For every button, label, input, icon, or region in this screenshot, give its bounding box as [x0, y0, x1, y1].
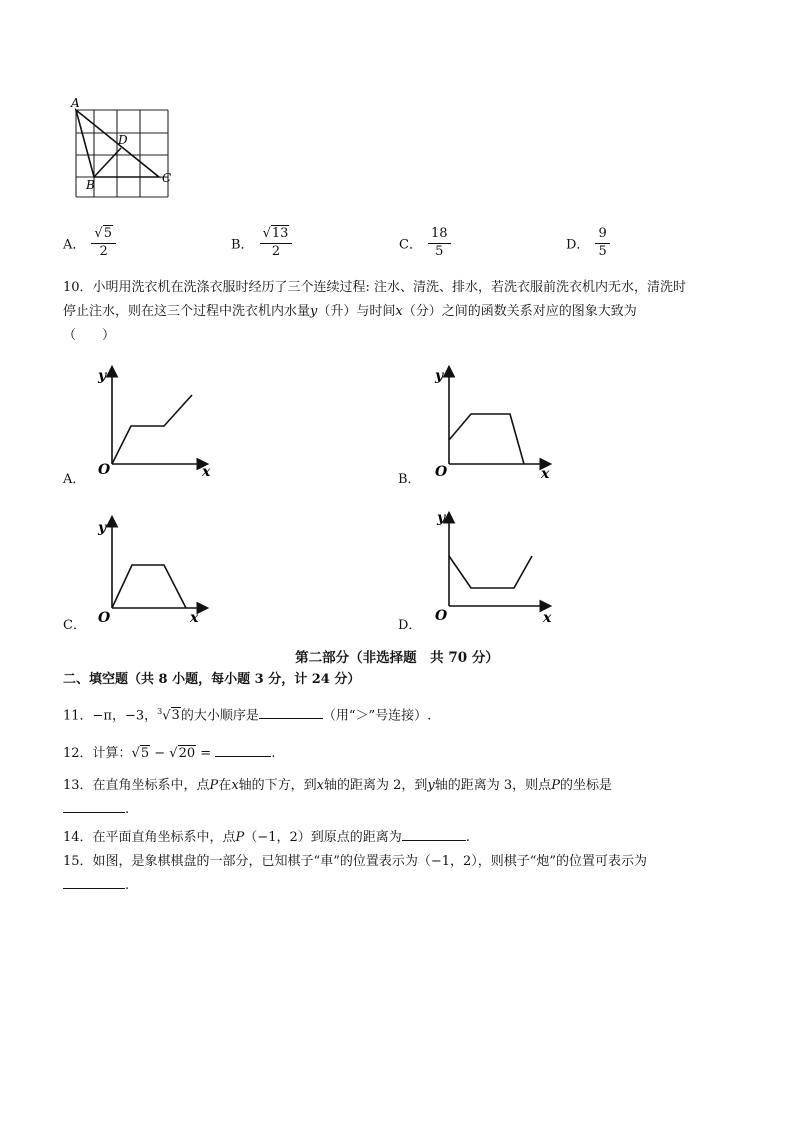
q9-option-c-denominator: 5 [435, 244, 444, 259]
q10-option-a[interactable]: A． [63, 472, 86, 487]
point-d-label: D [118, 133, 128, 147]
q10-graph-d [425, 508, 565, 632]
q9-grid-figure [66, 96, 186, 202]
graph-c-y-label: y [98, 520, 107, 536]
point-b-label: B [86, 178, 95, 192]
graph-b-x-label: x [541, 466, 550, 482]
graph-a-origin-label: O [98, 462, 111, 478]
q14-answer-blank[interactable] [402, 826, 466, 841]
graph-d-y-label: y [437, 510, 446, 526]
graph-a-x-label: x [202, 464, 211, 480]
q9-option-c[interactable]: C． $\frac{18}{5}$ [399, 226, 451, 260]
graph-b-y-label: y [435, 368, 444, 384]
q9-option-b-denominator: 2 [271, 244, 281, 259]
q11-answer-blank[interactable] [259, 704, 323, 719]
graph-c-x-label: x [190, 610, 199, 626]
q9-option-a-numerator: 5 [103, 226, 112, 241]
q10-option-d[interactable]: D． [398, 618, 422, 633]
graph-d-x-label: x [543, 610, 552, 626]
q9-option-b[interactable]: B． $\frac{√13}{2}$ [231, 226, 292, 260]
q10-option-c[interactable]: C． [63, 618, 86, 633]
q9-option-d-numerator: 9 [595, 226, 609, 244]
q15-answer-blank[interactable] [63, 874, 125, 889]
section-fill-blank-heading: 二、填空题（共 8 小题，每小题 3 分，计 24 分） [63, 672, 361, 687]
q10-option-b[interactable]: B． [398, 472, 421, 487]
part2-title: 第二部分（非选择题 共 70 分） [295, 650, 499, 666]
q9-option-b-numerator: 13 [271, 226, 289, 241]
q12: 12．计算：√5 − √20 = . [63, 742, 275, 764]
q11: 11．−π，−3，$^3$√3的大小顺序是 （用“＞”号连接）. [63, 702, 431, 726]
q9-option-a-denominator: 2 [99, 244, 108, 259]
q13: 13．在直角坐标系中，点P在x轴的下方，到x轴的距离为 2，到y轴的距离为 3，则点P的坐标是 . [63, 778, 612, 817]
q10-graph-c [88, 512, 228, 632]
q9-option-c-numerator: 18 [428, 226, 451, 244]
q10-graph-a [88, 362, 228, 482]
q10-stem: 10．小明用洗衣机在洗涤衣服时经历了三个连续过程: 注水、清洗、排水，若洗衣服前洗衣机内无水，清洗时 停止注水，则在这三个过程中洗衣机内水量y（升）与时间x（分）之间的函数关系对应的图象大致为 （ ） [63, 280, 687, 343]
graph-b-origin-label: O [435, 464, 448, 480]
point-a-label: A [71, 96, 80, 110]
point-c-label: C [162, 171, 172, 185]
q12-answer-blank[interactable] [215, 742, 271, 757]
q9-option-a[interactable]: A． $\frac{√5}{2}$ [63, 226, 116, 260]
q15: 15．如图，是象棋棋盘的一部分，已知棋子“車”的位置表示为（−1，2），则棋子“炮”的位置可表示为 . [63, 854, 648, 893]
graph-a-y-label: y [98, 368, 107, 384]
q9-option-d[interactable]: D． $\frac{9}{5}$ [566, 226, 610, 260]
q14: 14．在平面直角坐标系中，点P（−1，2）到原点的距离为 . [63, 826, 470, 848]
graph-c-origin-label: O [98, 610, 111, 626]
q9-option-d-denominator: 5 [598, 244, 607, 259]
graph-d-origin-label: O [435, 608, 448, 624]
q13-answer-blank[interactable] [63, 798, 125, 813]
q10-graph-b [425, 362, 565, 482]
